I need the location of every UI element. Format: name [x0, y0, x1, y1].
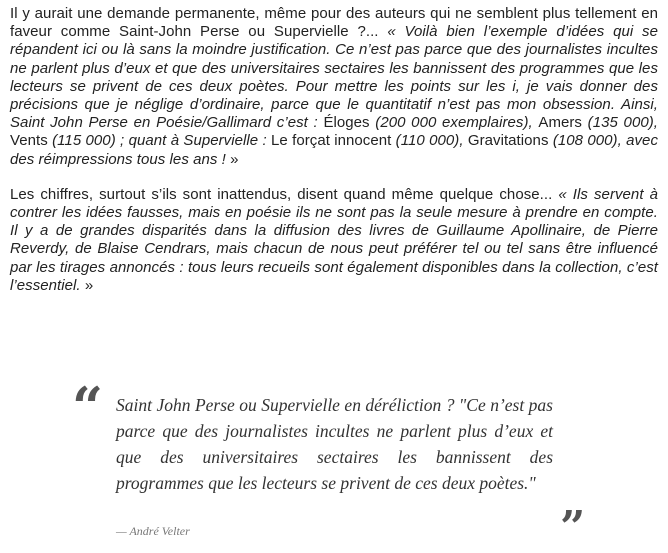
book-title-gravitations: Gravitations: [467, 132, 549, 150]
paragraph-2-closing-quote: »: [84, 276, 94, 294]
paragraph-1-closing-quote: »: [230, 150, 239, 168]
pull-quote-text: Saint John Perse ou Supervielle en déréliction ? "Ce n’est pas parce que des journalistes incultes ne parlent plus d’eux et que des universitaires sectaires les bannissent des programmes que les lecteurs se privent de ces deux poètes.": [116, 395, 553, 493]
paragraph-1-intro: Il y aurait une demande permanente, même pour des auteurs qui ne semblent plus tellement en faveur comme Saint-John Perse ou Supervielle ?...: [10, 5, 658, 41]
book-title-eloges: Éloges: [323, 114, 370, 132]
paragraph-1: [10, 5, 658, 169]
book-title-le-forcat-innocent: Le forçat innocent: [271, 132, 392, 150]
close-quote-icon: ”: [560, 502, 586, 553]
paragraph-1-quote: « Voilà bien l’exemple d’idées qui se répandent ici ou là sans la moindre justification. Ce n’est pas parce que des journalistes incultes ne parlent plus d’eux et que des universitaires sectaires les bannissent des programmes que les lecteurs se privent de ces deux poètes. Pour mettre les points sur les i, je vais donner des précisions que je néglige d’ordinaire, parce que le quantitatif n’est pas mon obsession. Ainsi, Saint John Perse en Poésie/Gallimard c’est : Éloges (200 000 exemplaires), Amers (135 000), Vents (115 000) ; quant à Supervielle : Le forçat innocent (110 000), Gravitations (108 000), avec des réimpressions tous les ans !: [10, 23, 658, 168]
open-quote-icon: “: [72, 375, 104, 439]
pull-quote: [68, 375, 588, 553]
book-title-vents: Vents: [10, 132, 48, 150]
paragraph-2: [10, 186, 658, 295]
book-title-amers: Amers: [538, 114, 582, 132]
article-body: [10, 5, 658, 295]
pull-quote-author: — André Velter: [116, 524, 190, 538]
paragraph-2-quote: « Ils servent à contrer les idées fausses, mais en poésie ils ne sont pas la seule mesure à prendre en compte. Il y a de grandes disparités dans la diffusion des livres de Guillaume Apollinaire, de Pierre Reverdy, de Blaise Cendrars, mais chacun de nous peut préférer tel ou tel sans être influencé par les tirages annoncés : tous leurs recueils sont également disponibles dans la collection, c’est l’essentiel.: [10, 185, 658, 294]
paragraph-2-intro: Les chiffres, surtout s’ils sont inattendus, disent quand même quelque chose...: [10, 185, 559, 203]
